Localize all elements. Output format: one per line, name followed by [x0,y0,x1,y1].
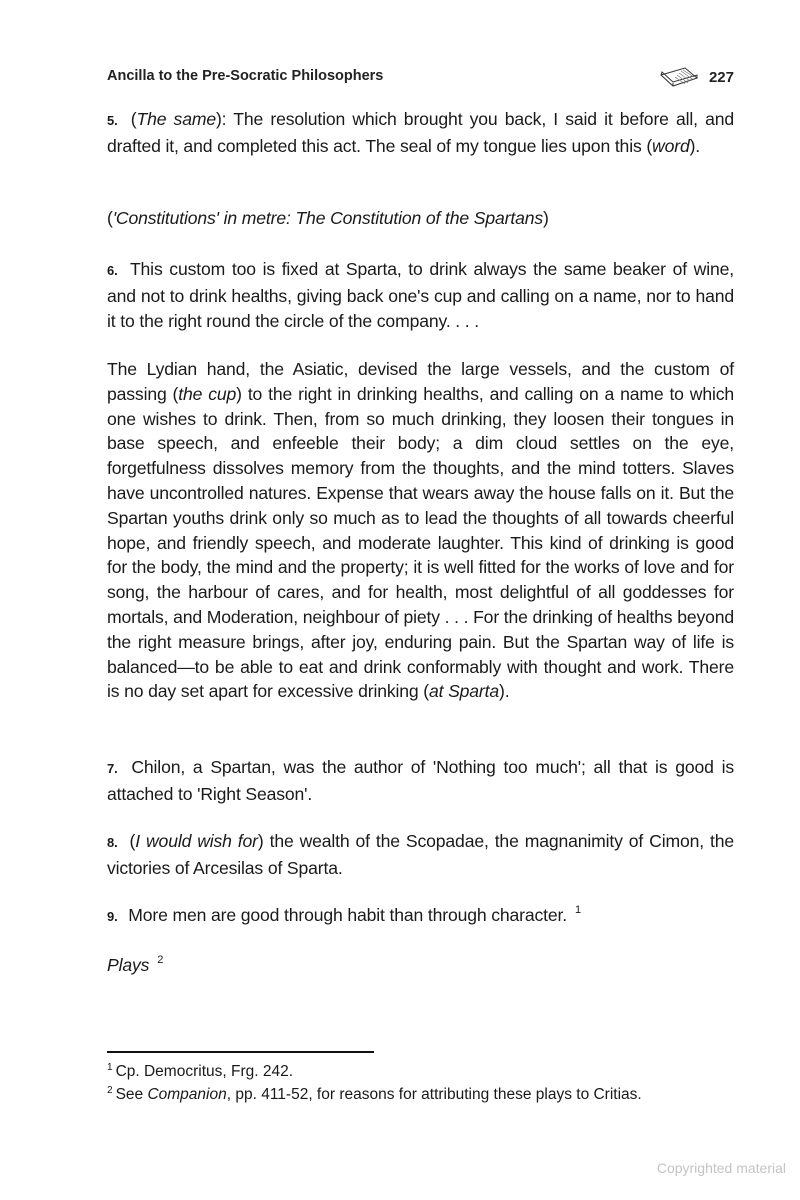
plays-heading [107,953,734,978]
footnote-ref[interactable]: 2 [157,954,164,966]
fragment-6-continued [107,357,734,704]
footnote-text: Cp. Democritus, Frg. 242. [115,1063,294,1080]
footnote-2 [107,1083,734,1106]
paren-open: ( [129,831,136,851]
closing: ). [689,135,701,156]
fragment-text: ): The resolution which brought you back, I said it before all, and drafted it, and completed this act. The seal of my tongue lies upon this ( [107,109,734,156]
fragment-number: 5. [107,113,118,128]
running-header [107,66,734,90]
fragment-7 [107,755,734,807]
page-number: 227 [708,68,734,86]
open-book-icon [659,66,699,88]
footnote-divider [107,1051,374,1053]
fragment-text: ) to the right in drinking healths, and calling on a name to which one wishes to drink. Then, from so much drinking, they loosen their tongues in base speech, and enfeeble their body; a dim cloud settles on the eye, forgetfulness dissolves memory from the thoughts, and the mind totters. Slaves have uncontrolled natures. Expense that wears away the house falls on it. But the Spartan youths drink only so much as to lead the thoughts of all towards cheerful hope, and friendly speech, and moderate laughter. This kind of drinking is good for the body, the mind and the property; it is well fitted for the works of love and for song, the harbour of cares, and for health, most delightful of all goddesses for mortals, and Moderation, neighbour of piety . . . For the drinking of healths beyond the right measure brings, after joy, enduring pain. But the Spartan way of life is balanced—to be able to eat and drink conformably with thought and work. There is no day set apart for excessive drinking ( [107,383,735,702]
fragment-6 [107,257,734,333]
fragment-number: 8. [107,835,118,850]
fragment-9 [107,903,734,930]
header-right [659,66,734,88]
fragment-text: More men are good through habit than through character. [128,905,568,925]
italic-phrase: I would wish for [135,831,258,851]
fragment-number: 6. [107,263,118,278]
italic-phrase: at Sparta [428,681,500,702]
footnote-ref[interactable]: 1 [575,904,581,916]
italic-phrase: the cup [178,383,237,404]
fragment-text: This custom too is fixed at Sparta, to drink always the same beaker of wine, and not to drink healths, giving back one's cup and calling on a name, nor to hand it to the right round the circle of the company. . . . [107,259,734,331]
footnote-text: , pp. 411-52, for reasons for attributing these plays to Critias. [226,1086,642,1103]
fragment-text: The Lydian hand, the Asiatic, devised the large vessels, and the custom of passing ( [107,359,734,404]
footnote-mark: 2 [107,1085,113,1096]
closing: ). [499,681,510,702]
fragment-8 [107,829,734,881]
paren-close: ) [543,208,549,228]
paren-open: ( [107,208,113,228]
italic-word: word [652,135,690,156]
italic-lead: The same [136,109,216,129]
book-title: Ancilla to the Pre-Socratic Philosophers [107,68,384,84]
footnote-mark: 1 [107,1062,113,1073]
fragment-text: ) the wealth of the Scopadae, the magnanimity of Cimon, the victories of Arcesilas of Sparta. [107,831,734,878]
copyright-watermark: Copyrighted material [656,1160,786,1176]
section-heading [107,206,734,231]
fragment-text: Chilon, a Spartan, was the author of 'Nothing too much'; all that is good is attached to 'Right Season'. [107,757,734,804]
footnote-1 [107,1060,734,1083]
footnote-text: See [115,1086,148,1103]
fragment-5: 5. (The same): The resolution which brought you back, I said it before all, and drafted it, and completed this act. The seal of my tongue lies upon this (word). [107,109,734,156]
plays-title: Plays [107,955,150,975]
fragment-number: 9. [107,909,118,924]
footnotes [107,1060,734,1106]
fragment-number: 7. [107,761,118,776]
section-title: 'Constitutions' in metre: The Constitution of the Spartans [112,208,543,228]
italic-title: Companion [147,1086,227,1103]
